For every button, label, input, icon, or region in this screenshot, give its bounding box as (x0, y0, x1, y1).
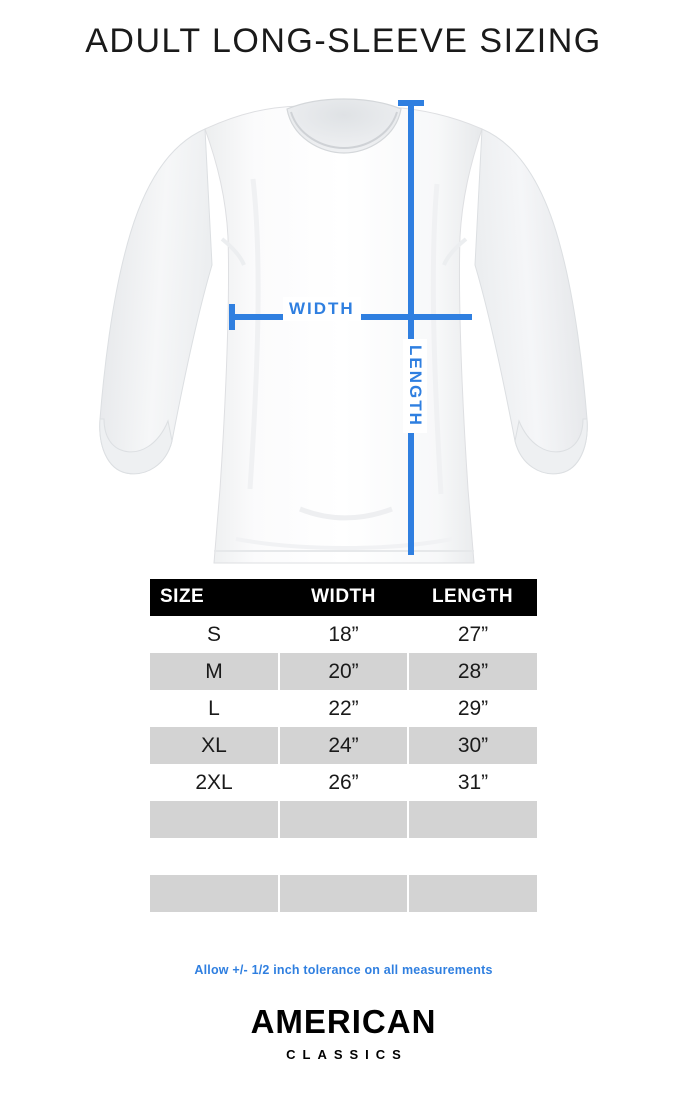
cell-length: 31” (408, 764, 537, 801)
table-row-empty (150, 875, 537, 912)
brand-logo (0, 1003, 687, 1062)
cell-length (408, 838, 537, 875)
cell-length: 29” (408, 690, 537, 727)
table-row-empty (150, 801, 537, 838)
cell-size: 2XL (150, 764, 279, 801)
table-row (150, 653, 537, 690)
cell-width: 22” (279, 690, 408, 727)
cell-size: XL (150, 727, 279, 764)
size-table (150, 579, 537, 949)
column-header-size: SIZE (150, 579, 279, 616)
cell-width: 18” (279, 616, 408, 653)
length-label: LENGTH (403, 339, 427, 433)
table-row (150, 764, 537, 801)
cell-length: 30” (408, 727, 537, 764)
cell-length (408, 912, 537, 949)
cell-length: 28” (408, 653, 537, 690)
cell-width: 26” (279, 764, 408, 801)
cell-length: 27” (408, 616, 537, 653)
table-row-empty (150, 912, 537, 949)
cell-size: M (150, 653, 279, 690)
table-row-empty (150, 838, 537, 875)
brand-tagline: CLASSICS (286, 1047, 408, 1062)
cell-size (150, 838, 279, 875)
column-header-width: WIDTH (279, 579, 408, 616)
cell-width (279, 801, 408, 838)
table-row (150, 690, 537, 727)
column-header-length: LENGTH (408, 579, 537, 616)
cell-width (279, 875, 408, 912)
width-label: WIDTH (283, 297, 361, 321)
page-title: ADULT LONG-SLEEVE SIZING (85, 22, 602, 60)
table-header-row (150, 579, 537, 616)
cell-size: L (150, 690, 279, 727)
cell-size (150, 875, 279, 912)
garment-diagram (0, 69, 687, 569)
cell-size (150, 912, 279, 949)
size-chart (150, 579, 537, 977)
table-row (150, 727, 537, 764)
cell-width (279, 838, 408, 875)
tolerance-note: Allow +/- 1/2 inch tolerance on all measurements (194, 963, 493, 977)
cell-size (150, 801, 279, 838)
cell-width: 24” (279, 727, 408, 764)
cell-width (279, 912, 408, 949)
cell-length (408, 875, 537, 912)
brand-name: AMERICAN (250, 1003, 437, 1040)
cell-length (408, 801, 537, 838)
cell-width: 20” (279, 653, 408, 690)
table-row (150, 616, 537, 653)
cell-size: S (150, 616, 279, 653)
